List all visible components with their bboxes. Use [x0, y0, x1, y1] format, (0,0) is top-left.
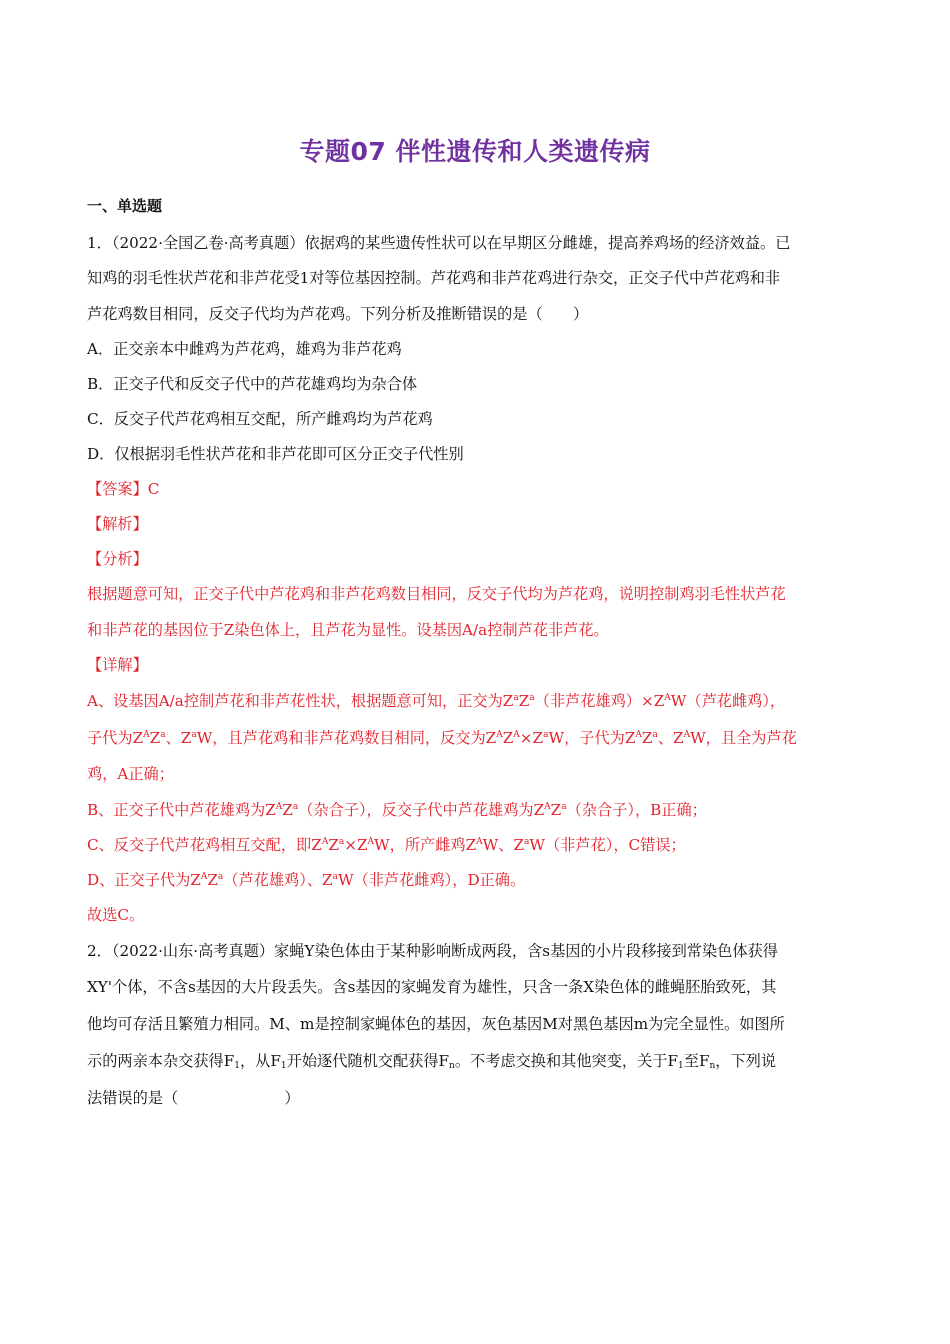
- q1-fenxi-heading: 【分析】: [87, 550, 148, 568]
- q1-stem-line-2: 知鸡的羽毛性状芦花和非芦花受1对等位基因控制。芦花鸡和非芦花鸡进行杂交，正交子代中芦花鸡和非: [87, 269, 781, 287]
- q2-stem-line-2: XY'个体，不含s基因的大片段丢失。含s基因的家蝇发育为雄性，只含一条X染色体的雌蝇胚胎致死，其: [87, 978, 777, 996]
- q1-stem-line-1: 1．（2022·全国乙卷·高考真题）依据鸡的某些遗传性状可以在早期区分雌雄，提高养鸡场的经济效益。已: [87, 234, 791, 252]
- q1-option-b: B．正交子代和反交子代中的芦花雄鸡均为杂合体: [87, 375, 418, 393]
- section-heading: 一、单选题: [87, 197, 163, 215]
- q2-stem-line-4: 示的两亲本杂交获得$F_1$，从$F_1$开始逐代随机交配获得$F_n$。不考虑交换和其他突变，关于$F_1$至$F_n$，下列说: [87, 1052, 777, 1071]
- q1-jiexi-heading: 【解析】: [87, 515, 148, 533]
- q1-detail-a-line-2: 子代为$Z^AZ^a$、$Z^aW$，且芦花鸡和非芦花鸡数目相同，反交为$Z^AZ^A\times Z^aW$，子代为$Z^AZ^a$、$Z^AW$，且全为芦花: [87, 729, 797, 747]
- q1-detail-a-line-1: A、设基因A/a控制芦花和非芦花性状，根据题意可知，正交为$Z^aZ^a$（非芦花雄鸡）$\times Z^AW$（芦花雌鸡），: [87, 692, 786, 710]
- q1-answer: 【答案】C: [87, 480, 160, 498]
- q1-detail-a-line-3: 鸡，A正确；: [87, 765, 174, 783]
- q1-option-a: A．正交亲本中雌鸡为芦花鸡，雄鸡为非芦花鸡: [87, 340, 402, 358]
- q1-xiangjie-heading: 【详解】: [87, 656, 148, 674]
- q1-option-d: D．仅根据羽毛性状芦花和非芦花即可区分正交子代性别: [87, 445, 464, 463]
- q1-detail-d: D、正交子代为$Z^AZ^a$（芦花雄鸡）、$Z^aW$（非芦花雌鸡），D正确。: [87, 871, 526, 889]
- q2-stem-line-5: 法错误的是（ ）: [87, 1089, 300, 1107]
- page-title: 专题07 伴性遗传和人类遗传病: [299, 137, 651, 166]
- q2-stem-line-3: 他均可存活且繁殖力相同。M、m是控制家蝇体色的基因，灰色基因M对黑色基因m为完全显性。如图所: [87, 1015, 785, 1033]
- q1-detail-c: C、反交子代芦花鸡相互交配，即$Z^AZ^a\times Z^AW$，所产雌鸡$Z^AW$、$Z^aW$（非芦花），C错误；: [87, 836, 686, 854]
- q1-detail-b: B、正交子代中芦花雄鸡为$Z^AZ^a$（杂合子），反交子代中芦花雄鸡为$Z^AZ^a$（杂合子），B正确；: [87, 801, 707, 819]
- q1-conclusion: 故选C。: [87, 906, 145, 924]
- q1-analysis-line-1: 根据题意可知，正交子代中芦花鸡和非芦花鸡数目相同，反交子代均为芦花鸡，说明控制鸡羽毛性状芦花: [87, 585, 786, 603]
- q1-stem-line-3: 芦花鸡数目相同，反交子代均为芦花鸡。下列分析及推断错误的是（ ）: [87, 305, 589, 323]
- q1-option-c: C．反交子代芦花鸡相互交配，所产雌鸡均为芦花鸡: [87, 410, 433, 428]
- q2-stem-line-1: 2．（2022·山东·高考真题）家蝇Y染色体由于某种影响断成两段，含s基因的小片段移接到常染色体获得: [87, 942, 778, 960]
- q1-analysis-line-2: 和非芦花的基因位于Z染色体上，且芦花为显性。设基因A/a控制芦花非芦花。: [87, 621, 609, 639]
